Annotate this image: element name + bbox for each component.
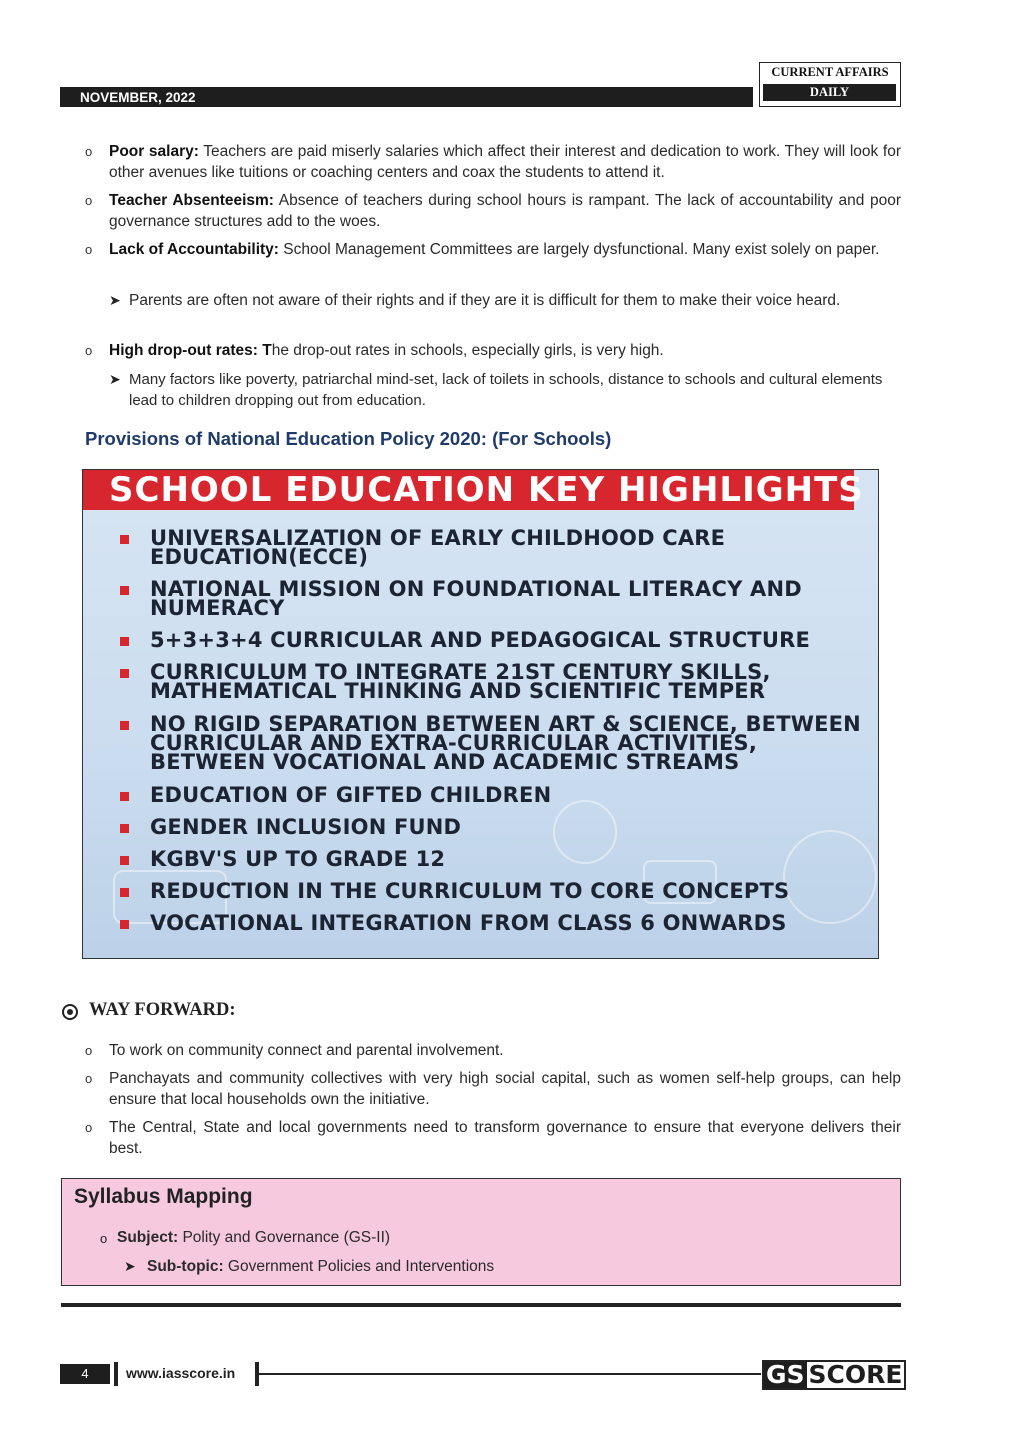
issue-teacher-absenteeism: Teacher Absenteeism: Absence of teachers during school hours is rampant. The lack of accountability and poor governance structures add to the woes. (109, 192, 902, 230)
syllabus-subtopic: Sub-topic: Government Policies and Interventions (147, 1258, 495, 1275)
school-education-infographic (82, 469, 879, 959)
syllabus-title: Syllabus Mapping (74, 1185, 253, 1208)
issue-high-drop-out: High drop-out rates: The drop-out rates in schools, especially girls, is very high. (109, 342, 664, 359)
radio-bullet-icon (62, 1004, 78, 1020)
decor-circle (783, 830, 877, 924)
footer-rule (259, 1373, 761, 1375)
red-square-icon (120, 824, 129, 833)
red-square-icon (120, 637, 129, 646)
highlight-text: 5+3+3+4 CURRICULAR AND PEDAGOGICAL STRUCTURE (150, 628, 811, 652)
issue-poor-salary: Poor salary: Teachers are paid miserly salaries which affect their interest and dedication to work. They will look for other avenues like tuitions or coaching centers and coax the students to attend it. (109, 143, 901, 181)
syllabus-mapping-box (61, 1178, 901, 1286)
footer-divider (114, 1362, 118, 1386)
sub-point-factors: Many factors like poverty, patriarchal mind-set, lack of toilets in schools, distance to schools and cultural elements lead to children dropping out from education. (129, 371, 883, 409)
highlight-text: KGBV'S UP TO GRADE 12 (150, 847, 446, 871)
bullet-marker: o (85, 242, 93, 257)
gs-score-logo (762, 1360, 906, 1390)
bullet-marker: o (85, 343, 93, 358)
highlight-text: UNIVERSALIZATION OF EARLY CHILDHOOD CARE EDUCATION(ECCE) (150, 526, 726, 569)
red-square-icon (120, 669, 129, 678)
bullet-marker: o (85, 1120, 93, 1135)
section-heading: Provisions of National Education Policy 2020: (For Schools) (85, 428, 612, 449)
highlight-text: GENDER INCLUSION FUND (150, 815, 462, 839)
red-square-icon (120, 535, 129, 544)
red-square-icon (120, 856, 129, 865)
red-square-icon (120, 721, 129, 730)
bullet-marker: o (85, 1071, 93, 1086)
sub-point-parents: Parents are often not aware of their rights and if they are it is difficult for them to make their voice heard. (129, 292, 841, 309)
red-square-icon (120, 792, 129, 801)
syllabus-subject: Subject: Polity and Governance (GS-II) (117, 1229, 391, 1246)
way-forward-point: The Central, State and local governments need to transform governance to ensure that everyone delivers their best. (109, 1119, 901, 1157)
arrow-icon: ➤ (124, 1258, 136, 1274)
website-link[interactable]: www.iasscore.in (126, 1365, 236, 1381)
logo-score: SCORE (808, 1360, 903, 1389)
way-forward-heading: WAY FORWARD: (89, 1000, 236, 1020)
way-forward-point: To work on community connect and parental involvement. (109, 1042, 504, 1059)
red-square-icon (120, 586, 129, 595)
highlight-text: NATIONAL MISSION ON FOUNDATIONAL LITERACY AND NUMERACY (150, 577, 802, 620)
badge-title: CURRENT AFFAIRS (771, 65, 889, 79)
issue-lack-of-accountability: Lack of Accountability: School Management Committees are largely dysfunctional. Many exist solely on paper. (109, 241, 880, 258)
highlight-text: CURRICULUM TO INTEGRATE 21ST CENTURY SKILLS, MATHEMATICAL THINKING AND SCIENTIFIC TEMPER (150, 660, 771, 703)
arrow-icon: ➤ (109, 371, 121, 387)
bullet-marker: o (100, 1231, 108, 1246)
issue-date: NOVEMBER, 2022 (80, 90, 196, 105)
highlight-text: VOCATIONAL INTEGRATION FROM CLASS 6 ONWARDS (150, 911, 787, 935)
bullet-marker: o (85, 1043, 93, 1058)
bullet-marker: o (85, 193, 93, 208)
way-forward-point: Panchayats and community collectives with very high social capital, such as women self-help groups, can help ensure that local households own the initiative. (109, 1070, 901, 1108)
page-number: 4 (60, 1364, 110, 1384)
arrow-icon: ➤ (109, 292, 121, 308)
current-affairs-badge (759, 62, 901, 107)
highlight-text: NO RIGID SEPARATION BETWEEN ART & SCIENCE, BETWEEN CURRICULAR AND EXTRA-CURRICULAR ACTIVITIES, BETWEEN VOCATIONAL AND ACADEMIC STREAMS (150, 712, 861, 774)
bullet-marker: o (85, 144, 93, 159)
section-divider (61, 1303, 901, 1307)
logo-gs: GS (766, 1360, 805, 1389)
red-square-icon (120, 920, 129, 929)
infographic-banner (83, 470, 864, 510)
highlight-text: EDUCATION OF GIFTED CHILDREN (150, 783, 552, 807)
highlight-text: REDUCTION IN THE CURRICULUM TO CORE CONCEPTS (150, 879, 790, 903)
badge-subtitle: DAILY (763, 84, 896, 101)
infographic-title: SCHOOL EDUCATION KEY HIGHLIGHTS (109, 470, 864, 510)
red-square-icon (120, 888, 129, 897)
